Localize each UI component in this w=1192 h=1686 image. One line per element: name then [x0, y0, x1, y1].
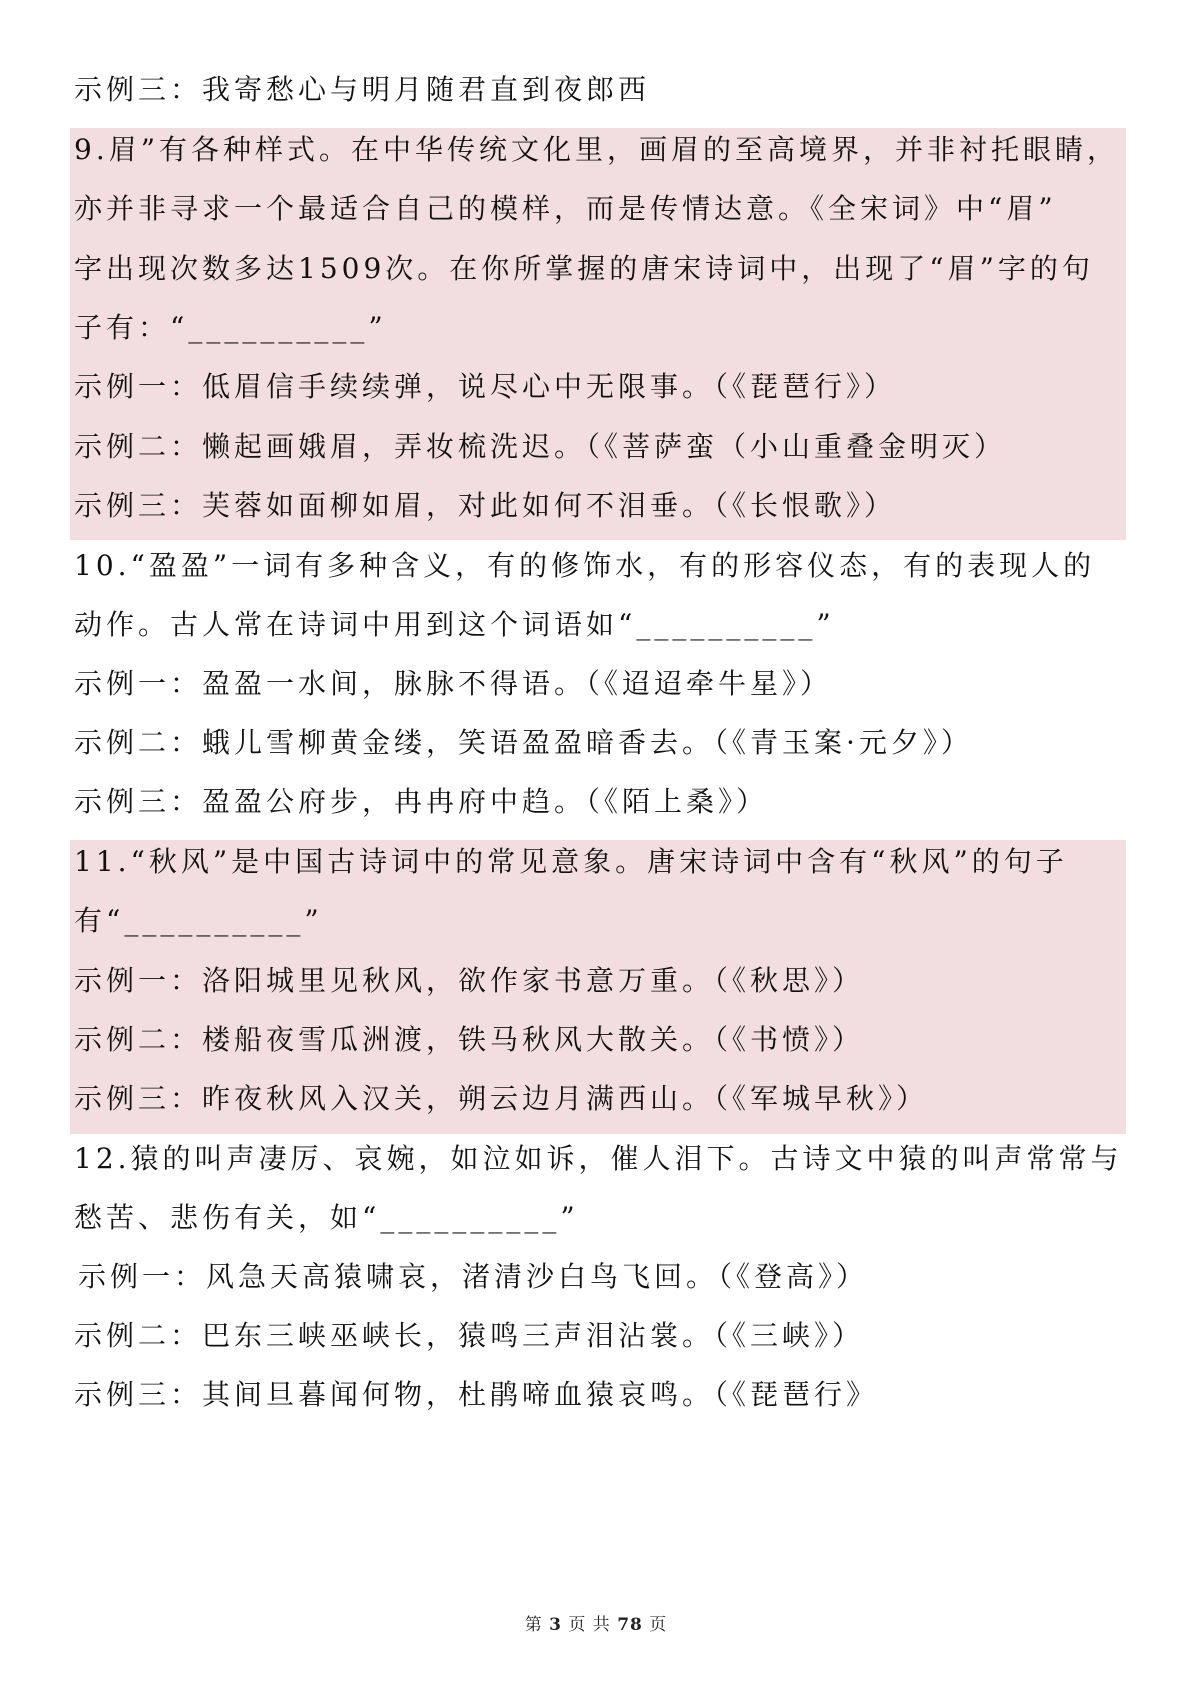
- footer-total-pages: 78: [617, 1615, 643, 1635]
- page-footer: [0, 1610, 1192, 1635]
- footer-prefix: 第: [524, 1615, 543, 1635]
- example-line: 示例二：巴东三峡巫峡长，猿鸣三声泪沾裳。（《三峡》）: [74, 1319, 865, 1352]
- example-line: 示例一：风急天高猿啸哀，渚清沙白鸟飞回。（《登高》）: [78, 1260, 869, 1293]
- question-10-line: 动作。古人常在诗词中用到这个词语如“__________”: [74, 608, 835, 641]
- example-line: 示例一：洛阳城里见秋风，欲作家书意万重。（《秋思》）: [74, 964, 865, 997]
- question-11-line: 有“__________”: [74, 904, 323, 937]
- text-line: 示例三：我寄愁心与明月随君直到夜郎西: [74, 73, 651, 106]
- example-line: 示例三：昨夜秋风入汉关，朔云边月满西山。（《军城早秋》）: [74, 1082, 929, 1115]
- example-line: 示例三：其间旦暮闻何物，杜鹃啼血猿哀鸣。（《琵琶行》: [74, 1378, 879, 1411]
- question-9-line: 字出现次数多达1509次。在你所掌握的唐宋诗词中，出现了“眉”字的句: [74, 252, 1094, 285]
- question-11-line: 11.“秋风”是中国古诗词中的常见意象。唐宋诗词中含有“秋风”的句子: [74, 845, 1068, 878]
- footer-page-number: 3: [549, 1615, 562, 1635]
- question-9-line: 9.眉”有各种样式。在中华传统文化里，画眉的至高境界，并非衬托眼睛，: [74, 133, 1120, 166]
- example-line: 示例一：盈盈一水间，脉脉不得语。（《迢迢牵牛星》）: [74, 667, 833, 700]
- example-line: 示例一：低眉信手续续弹，说尽心中无限事。（《琵琶行》）: [74, 370, 897, 403]
- footer-middle: 页 共: [568, 1615, 611, 1635]
- question-12-line: 愁苦、悲伤有关，如“__________”: [74, 1201, 579, 1234]
- question-12-line: 12.猿的叫声凄厉、哀婉，如泣如诉，催人泪下。古诗文中猿的叫声常常与: [74, 1142, 1123, 1175]
- question-9-line: 子有：“__________”: [74, 311, 387, 344]
- example-line: 示例三：盈盈公府步，冉冉府中趋。（《陌上桑》）: [74, 785, 769, 818]
- footer-suffix: 页: [649, 1615, 668, 1635]
- example-line: 示例二：懒起画娥眉，弄妆梳洗迟。（《菩萨蛮（小山重叠金明灭）: [74, 430, 1007, 463]
- question-9-line: 亦并非寻求一个最适合自己的模样，而是传情达意。《全宋词》中“眉”: [74, 192, 1057, 225]
- question-10-line: 10.“盈盈”一词有多种含义，有的修饰水，有的形容仪态，有的表现人的: [74, 549, 1096, 582]
- example-line: 示例二：楼船夜雪瓜洲渡，铁马秋风大散关。（《书愤》）: [74, 1023, 865, 1056]
- example-line: 示例二：蛾儿雪柳黄金缕，笑语盈盈暗香去。（《青玉案·元夕》）: [74, 726, 973, 759]
- example-line: 示例三：芙蓉如面柳如眉，对此如何不泪垂。（《长恨歌》）: [74, 489, 897, 522]
